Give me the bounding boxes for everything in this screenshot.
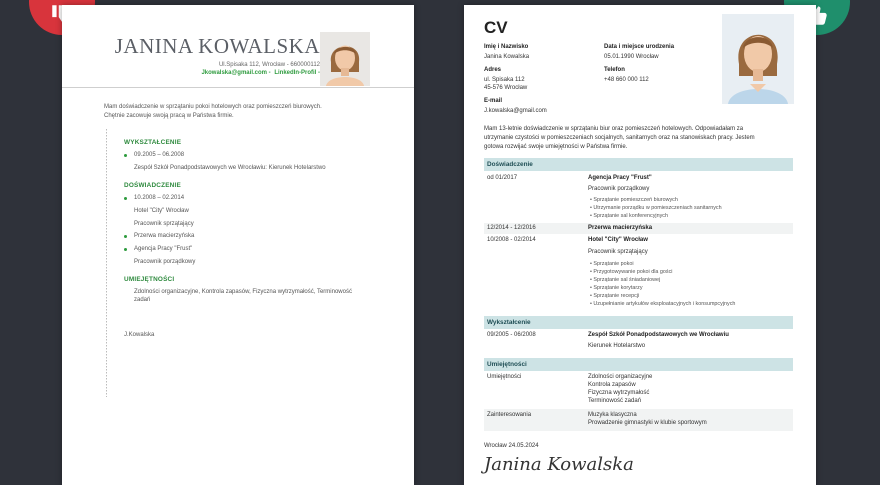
good-cv-place-date: Wrocław 24.05.2024: [484, 443, 539, 449]
good-cv-education-header: [484, 316, 793, 329]
good-cv-exp1-company: Agencja Pracy "Frust": [588, 175, 652, 181]
bad-cv-signature: J.Kowalska: [124, 332, 155, 338]
good-cv-exp3-bullet: • Sprzątanie sal śniadaniowej: [590, 277, 661, 283]
good-cv-skills-title: Umiejętności: [487, 361, 527, 368]
good-cv-edu-date: 09/2005 - 06/2008: [487, 332, 536, 338]
bullet-dot: [124, 235, 127, 238]
good-cv-email-value: J.kowalska@gmail.com: [484, 108, 547, 114]
good-cv-intro-line-3: gotowa rozwijać swoje umiejętności w Państwa firmie.: [484, 144, 628, 150]
good-cv-exp1-bullet: • Sprzątanie sal konferencyjnych: [590, 213, 668, 219]
good-cv-address-line-2: 45-576 Wrocław: [484, 85, 528, 91]
good-cv-birth-value: 05.01.1990 Wrocław: [604, 54, 659, 60]
good-cv-title: CV: [484, 18, 508, 37]
good-cv-exp1-role: Pracownik porządkowy: [588, 186, 650, 192]
good-cv-address-label: Adres: [484, 67, 502, 73]
bad-cv-exp-dates: 10.2008 – 02.2014: [134, 195, 185, 201]
good-cv-phone-label: Telefon: [604, 67, 625, 73]
good-cv-name-label: Imię i Nazwisko: [484, 44, 529, 50]
bad-cv-page: [62, 5, 414, 485]
bad-cv-timeline: [106, 129, 107, 397]
good-cv-edu-major: Kierunek Hotelarstwo: [588, 343, 646, 349]
good-cv-exp2-date: 12/2014 - 12/2016: [487, 225, 536, 231]
bad-cv-email: Jkowalska@gmail.com -: [201, 70, 271, 76]
bullet-dot: [124, 154, 127, 157]
good-cv-skill: Fizyczna wytrzymałość: [588, 390, 650, 396]
good-cv-exp3-bullet: • Sprzątanie pokoi: [590, 261, 634, 267]
good-cv-intro: [484, 125, 784, 152]
good-cv-photo: [722, 14, 794, 104]
good-cv-exp3-bullet: • Sprzątanie korytarzy: [590, 285, 643, 291]
bad-cv-education-title: WYKSZTAŁCENIE: [124, 139, 182, 146]
good-cv-skill: Kontrola zapasów: [588, 382, 636, 388]
good-cv-signature: Janina Kowalska: [484, 454, 634, 475]
good-cv-phone-value: +48 660 000 112: [604, 77, 649, 83]
bad-cv-agency: Agencja Pracy "Frust": [134, 246, 193, 252]
bad-cv-exp-role: Pracownik sprzątający: [134, 221, 194, 227]
good-cv-exp3-bullet: • Uzupełnianie artykułów eksploatacyjnych i konsumpcyjnych: [590, 301, 736, 307]
good-cv-exp3-role: Pracownik sprzątający: [588, 249, 648, 255]
good-cv-education-title: Wykształcenie: [487, 319, 531, 326]
good-cv-intro-line-2: utrzymanie czystości w pomieszczeniach socjalnych, sanitarnych oraz na stanowiskach pracy. Jestem: [484, 135, 755, 141]
good-cv-experience-header: [484, 158, 793, 171]
good-cv-exp3-bullet: • Przygotowywanie pokoi dla gości: [590, 269, 673, 275]
bad-cv-exp-place: Hotel "City" Wrocław: [134, 208, 189, 214]
bad-cv-break: Przerwa macierzyńska: [134, 233, 195, 239]
bullet-dot: [124, 248, 127, 251]
bad-cv-intro-line-2: Chętnie zacowuje swoją pracą w Państwa firmie.: [104, 113, 234, 119]
bad-cv-photo: [320, 32, 370, 86]
good-cv-exp1-bullet: • Sprzątanie pomieszczeń biurowych: [590, 197, 678, 203]
good-cv-exp3-date: 10/2008 - 02/2014: [487, 237, 536, 243]
bad-cv-linkedin: LinkedIn-Profil -: [274, 70, 320, 76]
good-cv-skills-label: Umiejętności: [487, 374, 522, 380]
good-cv-exp3-company: Hotel "City" Wrocław: [588, 237, 648, 243]
good-cv-experience-title: Doświadczenie: [487, 161, 533, 168]
good-cv-birth-label: Data i miejsce urodzenia: [604, 44, 675, 50]
good-cv-skill: Terminowość zadań: [588, 398, 642, 404]
good-cv-address-line-1: ul. Spisaka 112: [484, 77, 525, 83]
good-cv-edu-school: Zespół Szkół Ponadpodstawowych we Wrocławiu: [588, 332, 729, 338]
bullet-dot: [124, 197, 127, 200]
good-cv-exp3-bullet: • Sprzątanie recepcji: [590, 293, 640, 299]
good-cv-interest: Prowadzenie gimnastyki w klubie sportowym: [588, 420, 707, 426]
good-cv-name-value: Janina Kowalska: [484, 54, 530, 60]
good-cv-exp2-label: Przerwa macierzyńska: [588, 225, 653, 231]
good-cv-exp1-bullet: • Utrzymanie porządku w pomieszczeniach sanitarnych: [590, 205, 722, 211]
bad-cv-intro: [104, 103, 374, 121]
bad-cv-agency-role: Pracownik porządkowy: [134, 259, 196, 265]
bad-cv-intro-line-1: Mam doświadczenie w sprzątaniu pokoi hotelowych oraz pomieszczeń biurowych.: [104, 104, 322, 110]
bad-cv-header-rule: [62, 87, 414, 88]
bad-cv-skills-line-2: zadań: [134, 297, 151, 303]
bad-cv-skills-line-1: Zdolności organizacyjne, Kontrola zapasów, Fizyczna wytrzymałość, Terminowość: [134, 289, 352, 295]
good-cv-page: [464, 5, 816, 485]
bad-cv-edu-school: Zespół Szkół Ponadpodstawowych we Wrocławiu: Kierunek Hotelarstwo: [134, 165, 326, 171]
good-cv-interest: Muzyka klasyczna: [588, 412, 637, 418]
good-cv-skills-header: [484, 358, 793, 371]
good-cv-skill: Zdolności organizacyjne: [588, 374, 653, 380]
bad-cv-experience-title: DOŚWIADCZENIE: [124, 182, 181, 189]
bad-cv-contact: [122, 70, 320, 76]
good-cv-exp1-date: od 01/2017: [487, 175, 518, 181]
bad-cv-address: Ul.Spisaka 112, Wrocław - 660000112: [218, 62, 320, 68]
bad-cv-edu-dates: 09.2005 – 06.2008: [134, 152, 185, 158]
good-cv-email-label: E-mail: [484, 98, 503, 104]
good-cv-interests-label: Zainteresowania: [487, 412, 532, 418]
bad-cv-name: JANINA KOWALSKA: [114, 34, 320, 58]
bad-cv-skills-title: UMIEJĘTNOŚCI: [124, 276, 175, 283]
good-cv-intro-line-1: Mam 13-letnie doświadczenie w sprzątaniu biur oraz pomieszczeń hotelowych. Odpowiadałam za: [484, 126, 744, 132]
